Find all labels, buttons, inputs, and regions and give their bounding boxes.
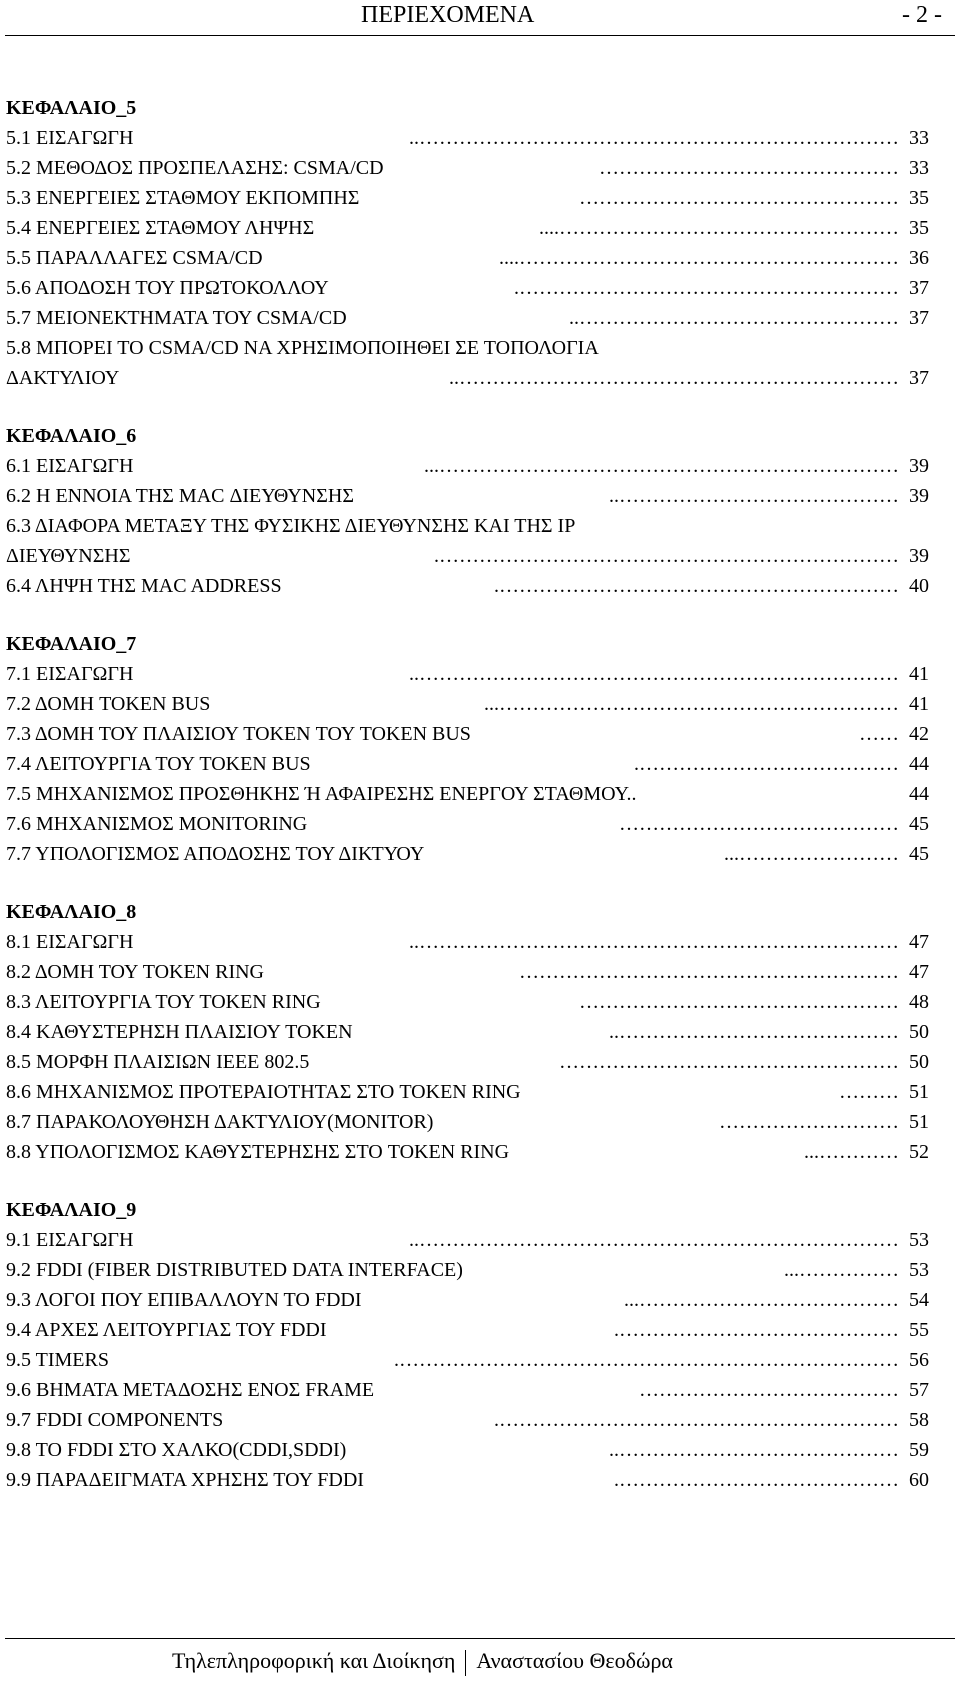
entry-page-number: 56 bbox=[909, 1349, 929, 1371]
toc-entry bbox=[6, 303, 946, 333]
entry-text: 9.8 ΤΟ FDDI ΣΤΟ ΧΑΛΚΟ(CDDI,SDDI) bbox=[6, 1439, 347, 1461]
entry-page-number: 33 bbox=[909, 127, 929, 149]
toc-entry bbox=[6, 183, 946, 213]
entry-leader: ……………... bbox=[784, 1259, 899, 1281]
page-number: - 2 - bbox=[902, 2, 942, 28]
toc-entry bbox=[6, 779, 946, 809]
entry-text: 8.7 ΠΑΡΑΚΟΛΟΥΘΗΣΗ ΔΑΚΤΥΛΙΟΥ(MONITOR) bbox=[6, 1111, 434, 1133]
entry-page-number: 50 bbox=[909, 1021, 929, 1043]
entry-text-line1: 5.8 ΜΠΟΡΕΙ ΤΟ CSMA/CD ΝΑ ΧΡΗΣΙΜΟΠΟΙΗΘΕΙ ΣΕ ΤΟΠΟΛΟΓΙΑ bbox=[6, 337, 599, 359]
entry-page-number: 55 bbox=[909, 1319, 929, 1341]
toc-entry bbox=[6, 333, 946, 393]
entry-page-number: 39 bbox=[909, 455, 929, 477]
entry-page-number: 37 bbox=[909, 307, 929, 329]
toc-entry bbox=[6, 1405, 946, 1435]
entry-text: 5.3 ΕΝΕΡΓΕΙΕΣ ΣΤΑΘΜΟΥ ΕΚΠΟΜΠΗΣ bbox=[6, 187, 360, 209]
entry-page-number: 51 bbox=[909, 1081, 929, 1103]
entry-leader: ………………………………………………………….. bbox=[449, 367, 899, 389]
entry-text: 8.4 ΚΑΘΥΣΤΕΡΗΣΗ ΠΛΑΙΣΙΟΥ TOKEN bbox=[6, 1021, 353, 1043]
entry-leader: …………………………………... bbox=[624, 1289, 899, 1311]
entry-page-number: 35 bbox=[909, 187, 929, 209]
entry-page-number: 36 bbox=[909, 247, 929, 269]
entry-page-number: 44 bbox=[909, 783, 929, 805]
toc-entry bbox=[6, 957, 946, 987]
page-title: ΠΕΡΙΕΧΟΜΕΝΑ bbox=[361, 2, 535, 28]
entry-page-number: 53 bbox=[909, 1259, 929, 1281]
toc-entry bbox=[6, 1435, 946, 1465]
footer-course: Τηλεπληροφορική και Διοίκηση bbox=[172, 1648, 456, 1673]
entry-leader: ……………………………………. bbox=[614, 1319, 899, 1341]
toc-entry bbox=[6, 571, 946, 601]
entry-page-number: 53 bbox=[909, 1229, 929, 1251]
toc-entry bbox=[6, 213, 946, 243]
entry-text: 9.1 ΕΙΣΑΓΩΓΗ bbox=[6, 1229, 134, 1251]
toc-chapter bbox=[6, 93, 946, 393]
table-of-contents bbox=[6, 93, 946, 1523]
entry-leader: …………………………………… bbox=[619, 813, 899, 835]
entry-text: 6.1 ΕΙΣΑΓΩΓΗ bbox=[6, 455, 134, 477]
toc-entry bbox=[6, 839, 946, 869]
entry-leader: ……………………………………………………. bbox=[494, 575, 899, 597]
entry-text: 9.3 ΛΟΓΟΙ ΠΟΥ ΕΠΙΒΑΛΛΟΥΝ ΤΟ FDDI bbox=[6, 1289, 362, 1311]
entry-leader: ……………………………………………………………. bbox=[434, 545, 899, 567]
toc-entry bbox=[6, 1107, 946, 1137]
entry-text: 8.2 ΔΟΜΗ ΤΟΥ TOKEN RING bbox=[6, 961, 264, 983]
entry-leader: ……………………………………………………………….. bbox=[409, 663, 899, 685]
entry-leader: ……………………………………………………………….. bbox=[409, 127, 899, 149]
toc-entry bbox=[6, 511, 946, 571]
chapter-title: ΚΕΦΑΛΑΙΟ_5 bbox=[6, 97, 137, 119]
entry-page-number: 50 bbox=[909, 1051, 929, 1073]
footer-separator bbox=[465, 1650, 466, 1676]
toc-entry bbox=[6, 927, 946, 957]
entry-text: 7.5 ΜΗΧΑΝΙΣΜΟΣ ΠΡΟΣΘΗΚΗΣ Ή ΑΦΑΙΡΕΣΗΣ ΕΝΕΡΓΟΥ ΣΤΑΘΜΟΥ.. bbox=[6, 783, 637, 805]
toc-entry bbox=[6, 1315, 946, 1345]
entry-leader: ………………………………………… bbox=[579, 991, 899, 1013]
toc-entry bbox=[6, 689, 946, 719]
entry-page-number: 39 bbox=[909, 485, 929, 507]
entry-leader: ………………………………………….. bbox=[569, 307, 899, 329]
entry-leader: ……………………... bbox=[724, 843, 899, 865]
entry-leader: …………………………………………… bbox=[559, 1051, 899, 1073]
entry-page-number: 54 bbox=[909, 1289, 929, 1311]
entry-text: 5.1 ΕΙΣΑΓΩΓΗ bbox=[6, 127, 134, 149]
entry-page-number: 37 bbox=[909, 277, 929, 299]
entry-text: 6.2 Η ΕΝΝΟΙΑ ΤΗΣ MAC ΔΙΕΥΘΥΝΣΗΣ bbox=[6, 485, 354, 507]
entry-text: 6.4 ΛΗΨΗ ΤΗΣ MAC ADDRESS bbox=[6, 575, 282, 597]
entry-leader: ……………………………………………………... bbox=[484, 693, 899, 715]
entry-text: 9.2 FDDI (FIBER DISTRIBUTED DATA INTERFACE) bbox=[6, 1259, 463, 1281]
toc-entry bbox=[6, 987, 946, 1017]
entry-page-number: 47 bbox=[909, 931, 929, 953]
entry-leader: ……… bbox=[839, 1081, 899, 1103]
footer-text bbox=[172, 1646, 673, 1676]
entry-page-number: 57 bbox=[909, 1379, 929, 1401]
entry-text-line1: 6.3 ΔΙΑΦΟΡΑ ΜΕΤΑΞΥ ΤΗΣ ΦΥΣΙΚΗΣ ΔΙΕΥΘΥΝΣΗΣ ΚΑΙ ΤΗΣ IP bbox=[6, 515, 576, 537]
entry-text: 5.2 ΜΕΘΟΔΟΣ ΠΡΟΣΠΕΛΑΣΗΣ: CSMA/CD bbox=[6, 157, 384, 179]
entry-text: 5.7 ΜΕΙΟΝΕΚΤΗΜΑΤΑ ΤΟΥ CSMA/CD bbox=[6, 307, 347, 329]
chapter-title: ΚΕΦΑΛΑΙΟ_8 bbox=[6, 901, 137, 923]
toc-entry bbox=[6, 153, 946, 183]
toc-entry bbox=[6, 659, 946, 689]
entry-page-number: 41 bbox=[909, 663, 929, 685]
toc-entry bbox=[6, 273, 946, 303]
footer-author: Αναστασίου Θεοδώρα bbox=[476, 1648, 673, 1673]
entry-text: 9.6 ΒΗΜΑΤΑ ΜΕΤΑΔΟΣΗΣ ΕΝΟΣ FRAME bbox=[6, 1379, 375, 1401]
toc-entry bbox=[6, 451, 946, 481]
entry-page-number: 39 bbox=[909, 545, 929, 567]
entry-page-number: 33 bbox=[909, 157, 929, 179]
entry-text-line2: ΔΑΚΤΥΛΙΟΥ bbox=[6, 367, 120, 389]
entry-text: 5.5 ΠΑΡΑΛΛΑΓΕΣ CSMA/CD bbox=[6, 247, 263, 269]
header-rule bbox=[5, 35, 955, 36]
entry-text: 9.7 FDDI COMPONENTS bbox=[6, 1409, 224, 1431]
entry-page-number: 35 bbox=[909, 217, 929, 239]
entry-text: 9.4 ΑΡΧΕΣ ΛΕΙΤΟΥΡΓΙΑΣ ΤΟΥ FDDI bbox=[6, 1319, 327, 1341]
entry-page-number: 45 bbox=[909, 843, 929, 865]
entry-leader: ……………………………………………………. bbox=[494, 1409, 899, 1431]
entry-leader: ……………………………………… bbox=[599, 157, 899, 179]
entry-text: 9.5 TIMERS bbox=[6, 1349, 109, 1371]
entry-page-number: 58 bbox=[909, 1409, 929, 1431]
toc-entry bbox=[6, 1137, 946, 1167]
entry-text-line2: ΔΙΕΥΘΥΝΣΗΣ bbox=[6, 545, 131, 567]
entry-text: 5.4 ΕΝΕΡΓΕΙΕΣ ΣΤΑΘΜΟΥ ΛΗΨΗΣ bbox=[6, 217, 315, 239]
entry-text: 7.7 ΥΠΟΛΟΓΙΣΜΟΣ ΑΠΟΔΟΣΗΣ ΤΟΥ ΔΙΚΤΥΟΥ bbox=[6, 843, 425, 865]
entry-text: 8.8 ΥΠΟΛΟΓΙΣΜΟΣ ΚΑΘΥΣΤΕΡΗΣΗΣ ΣΤΟ TOKEN RING bbox=[6, 1141, 510, 1163]
toc-chapter bbox=[6, 1195, 946, 1495]
toc-entry bbox=[6, 243, 946, 273]
entry-leader: ……………………………………. bbox=[614, 1469, 899, 1491]
entry-leader: ………………………………… bbox=[639, 1379, 899, 1401]
entry-leader: ………………………………………………… bbox=[519, 961, 899, 983]
entry-text: 7.6 ΜΗΧΑΝΙΣΜΟΣ MONITORING bbox=[6, 813, 308, 835]
entry-leader: ………………………………………………….... bbox=[499, 247, 899, 269]
entry-leader: …………………………………. bbox=[634, 753, 899, 775]
toc-entry bbox=[6, 1077, 946, 1107]
toc-entry bbox=[6, 1285, 946, 1315]
entry-page-number: 59 bbox=[909, 1439, 929, 1461]
entry-text: 7.4 ΛΕΙΤΟΥΡΓΙΑ ΤΟΥ TOKEN BUS bbox=[6, 753, 311, 775]
toc-entry bbox=[6, 1017, 946, 1047]
entry-text: 8.6 ΜΗΧΑΝΙΣΜΟΣ ΠΡΟΤΕΡΑΙΟΤΗΤΑΣ ΣΤΟ TOKEN RING bbox=[6, 1081, 521, 1103]
toc-entry bbox=[6, 719, 946, 749]
entry-page-number: 51 bbox=[909, 1111, 929, 1133]
entry-page-number: 40 bbox=[909, 575, 929, 597]
entry-page-number: 47 bbox=[909, 961, 929, 983]
entry-leader: ……………………………………………………………... bbox=[424, 455, 899, 477]
entry-leader: ……………………………………………………………….. bbox=[409, 1229, 899, 1251]
entry-page-number: 41 bbox=[909, 693, 929, 715]
entry-leader: …………………………………………………. bbox=[514, 277, 899, 299]
toc-entry bbox=[6, 1375, 946, 1405]
chapter-title: ΚΕΦΑΛΑΙΟ_6 bbox=[6, 425, 137, 447]
entry-page-number: 44 bbox=[909, 753, 929, 775]
toc-chapter bbox=[6, 421, 946, 601]
toc-entry bbox=[6, 481, 946, 511]
toc-entry bbox=[6, 809, 946, 839]
entry-leader: …………... bbox=[804, 1141, 899, 1163]
toc-entry bbox=[6, 749, 946, 779]
entry-page-number: 37 bbox=[909, 367, 929, 389]
entry-leader: ………………………………………… bbox=[579, 187, 899, 209]
toc-entry bbox=[6, 123, 946, 153]
entry-text: 8.5 ΜΟΡΦΗ ΠΛΑΙΣΙΩΝ IEEE 802.5 bbox=[6, 1051, 310, 1073]
entry-leader: …………………………………………………………………. bbox=[394, 1349, 899, 1371]
toc-chapter bbox=[6, 897, 946, 1167]
entry-text: 8.3 ΛΕΙΤΟΥΡΓΙΑ ΤΟΥ TOKEN RING bbox=[6, 991, 321, 1013]
entry-leader: ……………………… bbox=[719, 1111, 899, 1133]
entry-page-number: 48 bbox=[909, 991, 929, 1013]
entry-leader: …… bbox=[859, 723, 899, 745]
entry-page-number: 60 bbox=[909, 1469, 929, 1491]
entry-leader: ……………………………………………………………….. bbox=[409, 931, 899, 953]
entry-leader: …………………………………….. bbox=[609, 1021, 899, 1043]
toc-entry bbox=[6, 1345, 946, 1375]
toc-entry bbox=[6, 1225, 946, 1255]
entry-leader: …………………………………….. bbox=[609, 1439, 899, 1461]
entry-page-number: 45 bbox=[909, 813, 929, 835]
entry-text: 7.1 ΕΙΣΑΓΩΓΗ bbox=[6, 663, 134, 685]
toc-chapter bbox=[6, 629, 946, 869]
chapter-title: ΚΕΦΑΛΑΙΟ_7 bbox=[6, 633, 137, 655]
page-header bbox=[0, 0, 960, 40]
toc-entry bbox=[6, 1255, 946, 1285]
entry-leader: …………………………………………….... bbox=[539, 217, 899, 239]
entry-page-number: 52 bbox=[909, 1141, 929, 1163]
toc-entry bbox=[6, 1465, 946, 1495]
entry-text: 5.6 ΑΠΟΔΟΣΗ ΤΟΥ ΠΡΩΤΟΚΟΛΛΟΥ bbox=[6, 277, 329, 299]
chapter-title: ΚΕΦΑΛΑΙΟ_9 bbox=[6, 1199, 137, 1221]
entry-text: 8.1 ΕΙΣΑΓΩΓΗ bbox=[6, 931, 134, 953]
entry-text: 7.3 ΔΟΜΗ ΤΟΥ ΠΛΑΙΣΙΟΥ TOKEN ΤΟΥ TOKEN BUS bbox=[6, 723, 471, 745]
toc-entry bbox=[6, 1047, 946, 1077]
entry-text: 9.9 ΠΑΡΑΔΕΙΓΜΑΤΑ ΧΡΗΣΗΣ ΤΟΥ FDDI bbox=[6, 1469, 364, 1491]
footer-rule bbox=[5, 1638, 955, 1639]
entry-page-number: 42 bbox=[909, 723, 929, 745]
entry-text: 7.2 ΔΟΜΗ TOKEN BUS bbox=[6, 693, 211, 715]
entry-leader: …………………………………….. bbox=[609, 485, 899, 507]
